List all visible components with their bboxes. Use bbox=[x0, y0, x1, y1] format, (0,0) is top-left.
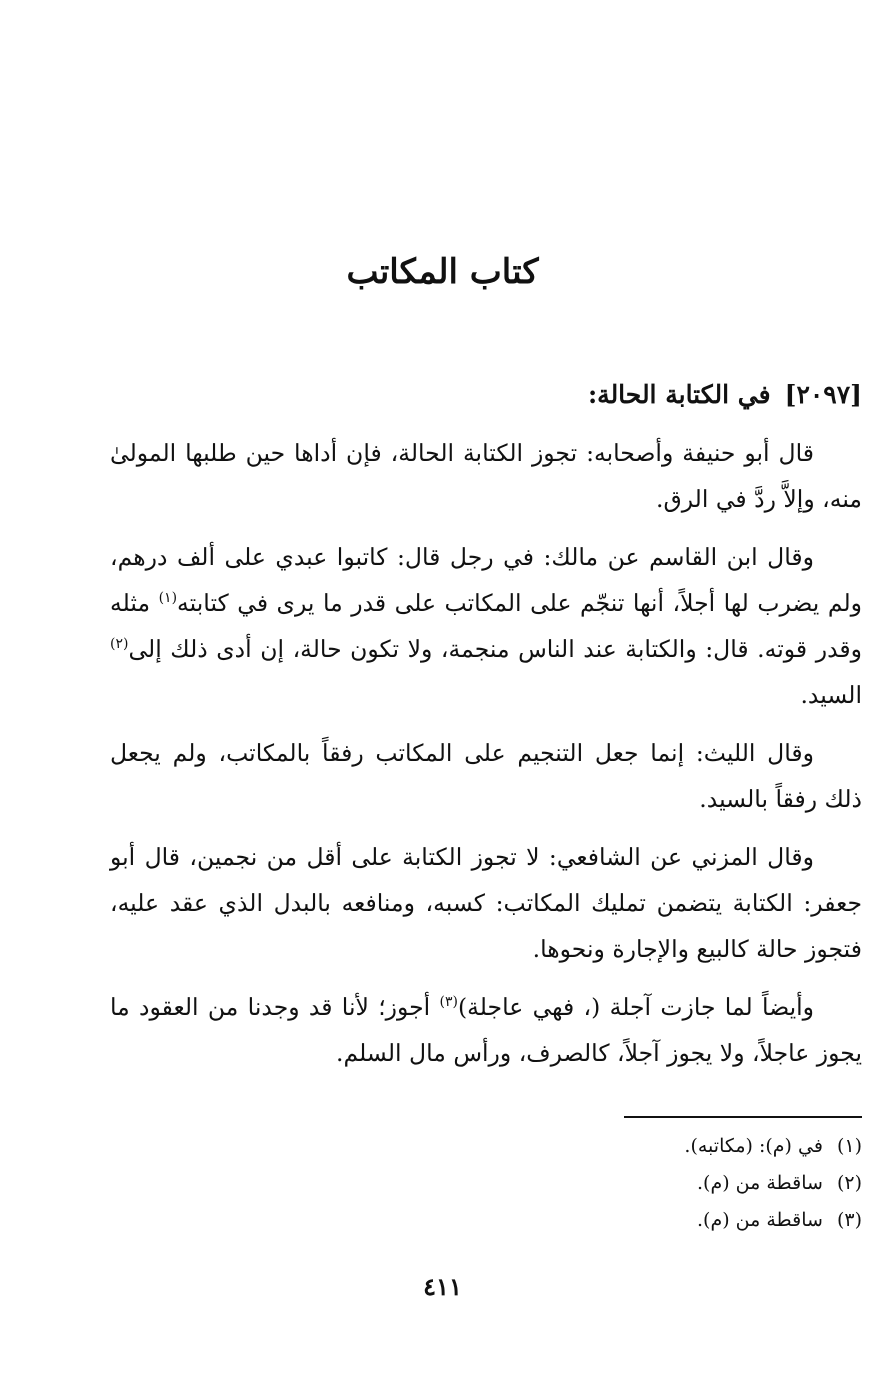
paragraph-2-part-3: السيد. bbox=[800, 681, 862, 709]
paragraph-2-part-2: مثله وقدر قوته. قال: والكتابة عند الناس منجمة، ولا تكون حالة، إن أدى ذلك إلى bbox=[110, 589, 862, 663]
paragraph-5 bbox=[110, 984, 862, 1076]
footnote-text: ساقطة من (م). bbox=[697, 1172, 823, 1194]
footnote-2 bbox=[110, 1165, 862, 1202]
footnote-ref-3: (٣) bbox=[439, 994, 458, 1011]
footnote-number: (١) bbox=[836, 1135, 862, 1157]
footnote-text: في (م): (مكاتبه). bbox=[684, 1135, 823, 1157]
paragraph-5-part-2: أجوز؛ لأنا قد وجدنا من العقود ما يجوز عاجلاً، ولا يجوز آجلاً، كالصرف، ورأس مال السلم. bbox=[110, 993, 862, 1067]
footnote-3 bbox=[110, 1202, 862, 1239]
section-title: في الكتابة الحالة: bbox=[587, 380, 771, 409]
paragraph-4: وقال المزني عن الشافعي: لا تجوز الكتابة على أقل من نجمين، قال أبو جعفر: الكتابة يتضمن تمليك المكاتب: كسبه، ومنافعه بالبدل الذي عقد عليه، فتجوز حالة كالبيع والإجارة ونحوها. bbox=[110, 843, 862, 963]
footnotes bbox=[110, 1128, 862, 1239]
paragraph-2-part-1: وقال ابن القاسم عن مالك: في رجل قال: كاتبوا عبدي على ألف درهم، ولم يضرب لها أجلاً، أنها تنجّم على المكاتب على قدر ما يرى في كتابته bbox=[110, 543, 863, 617]
paragraph-1: قال أبو حنيفة وأصحابه: تجوز الكتابة الحالة، فإن أداها حين طلبها المولىٰ منه، وإلاَّ ردَّ في الرق. bbox=[110, 439, 862, 513]
section-number: [٢٠٩٧] bbox=[784, 380, 862, 409]
main-text bbox=[110, 372, 862, 1088]
footnote-ref-2: (٢) bbox=[110, 636, 129, 653]
chapter-title: كتاب المكاتب bbox=[346, 252, 539, 292]
footnote-divider bbox=[624, 1116, 862, 1118]
paragraph-3: وقال الليث: إنما جعل التنجيم على المكاتب رفقاً بالمكاتب، ولم يجعل ذلك رفقاً بالسيد. bbox=[110, 739, 862, 813]
footnote-ref-1: (١) bbox=[158, 590, 178, 607]
footnote-number: (٢) bbox=[836, 1172, 862, 1194]
footnote-number: (٣) bbox=[836, 1209, 862, 1231]
paragraph-2 bbox=[110, 534, 862, 718]
footnote-text: ساقطة من (م). bbox=[697, 1209, 823, 1231]
paragraph-5-part-1: وأيضاً لما جازت آجلة (، فهي عاجلة) bbox=[458, 993, 814, 1021]
footnote-1 bbox=[110, 1128, 862, 1165]
section-heading bbox=[110, 372, 862, 418]
page-number: ٤١١ bbox=[423, 1272, 462, 1301]
